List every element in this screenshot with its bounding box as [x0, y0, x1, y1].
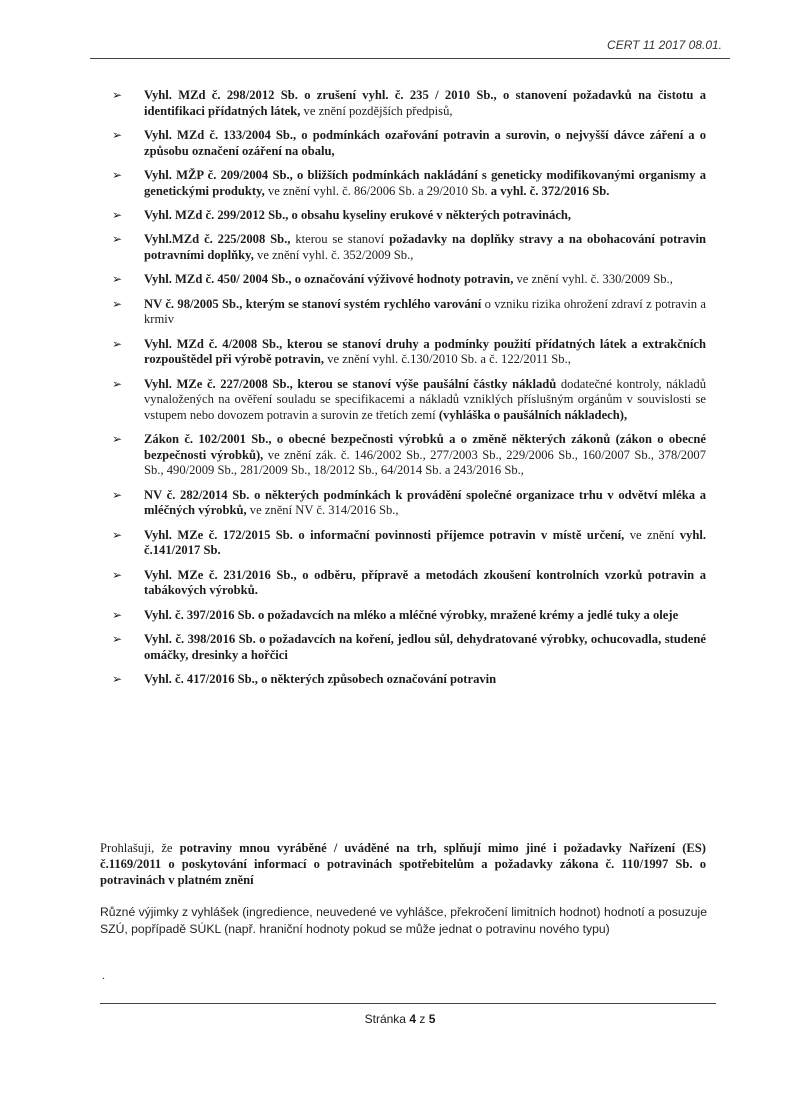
regulation-item	[112, 568, 706, 599]
text-segment: ve znění NV č. 314/2016 Sb.,	[246, 503, 399, 518]
text-segment: ve znění	[624, 527, 680, 542]
bold-text-segment: Vyhl. MZd č. 298/2012 Sb. o zrušení vyhl. č. 235 / 2010 Sb., o stanovení požadavků na čistotu a identifikaci přídatných látek,	[144, 88, 706, 118]
arrow-bullet-icon: ➢	[112, 672, 123, 687]
bold-text-segment: Vyhl. MŽP č. 209/2004 Sb., o bližších podmínkách nakládání s geneticky modifikovanými organismy a genetickými produkty,	[144, 167, 706, 198]
arrow-bullet-icon: ➢	[112, 167, 123, 182]
regulation-item	[112, 337, 706, 368]
bold-text-segment: Vyhl. č. 417/2016 Sb., o některých způsobech označování potravin	[144, 672, 497, 687]
bold-text-segment: Vyhl.MZd č. 225/2008 Sb.,	[144, 232, 291, 247]
bold-text-segment: (vyhláška o paušálních nákladech),	[438, 407, 628, 422]
page-footer	[0, 1012, 800, 1026]
arrow-bullet-icon: ➢	[112, 88, 123, 102]
bold-text-segment: Vyhl. MZd č. 4/2008 Sb., kterou se stanoví druhy a podmínky použití přídatných látek a extrakčních rozpouštědel při výrobě potravin,	[144, 336, 706, 367]
page-separator: z	[416, 1012, 429, 1026]
arrow-bullet-icon: ➢	[112, 336, 123, 351]
bold-text-segment: NV č. 98/2005 Sb., kterým se stanoví systém rychlého varování	[144, 296, 482, 311]
bold-text-segment: Zákon č. 102/2001 Sb., o obecné bezpečnosti výrobků a o změně některých zákonů (zákon o obecné bezpečnosti výrobků),	[144, 432, 706, 462]
regulation-item	[112, 488, 706, 519]
bold-text-segment: Vyhl. MZe č. 227/2008 Sb., kterou se stanoví výše paušální částky nákladů	[144, 376, 557, 391]
text-segment: ve znění pozdějších předpisů,	[300, 103, 453, 118]
document-code: CERT 11 2017 08.01.	[607, 38, 722, 52]
bold-text-segment: Vyhl. č. 398/2016 Sb. o požadavcích na koření, jedlou sůl, dehydratované výrobky, ochucovadla, studené omáčky, dresinky a hořčici	[144, 632, 706, 662]
regulation-item	[112, 608, 706, 624]
declaration-paragraph	[100, 840, 706, 888]
text-segment: Prohlašuji, že	[100, 841, 180, 855]
regulation-item	[112, 632, 706, 663]
arrow-bullet-icon: ➢	[112, 632, 123, 647]
regulation-item	[112, 297, 706, 328]
text-segment: ve znění vyhl. č. 352/2009 Sb.,	[253, 247, 414, 262]
bold-text-segment: Vyhl. MZd č. 450/ 2004 Sb., o označování výživové hodnoty potravin,	[144, 272, 514, 287]
text-segment: ve znění vyhl. č.130/2010 Sb. a č. 122/2011 Sb.,	[324, 352, 571, 367]
regulation-item	[112, 272, 706, 288]
text-segment: dodatečné kontroly, nákladů vynaložených na ověření souladu se specifikacemi a nákladů vzniklých příslušným orgánům v souvislosti se vstupem nebo dovozem potravin a surovin ze třetích zemí	[144, 376, 706, 422]
text-segment: ve znění vyhl. č. 330/2009 Sb.,	[513, 272, 673, 287]
regulation-item	[112, 432, 706, 479]
regulation-item	[112, 88, 706, 119]
regulation-list	[112, 88, 706, 697]
regulation-item	[112, 208, 706, 224]
text-segment: ve znění zák. č. 146/2002 Sb., 277/2003 Sb., 229/2006 Sb., 160/2007 Sb., 378/2007 Sb., 490/2009 Sb., 281/2009 Sb., 18/2012 Sb., 64/2014 Sb. a 243/2016 Sb.,	[144, 447, 706, 478]
arrow-bullet-icon: ➢	[112, 127, 123, 142]
bold-text-segment: Vyhl. MZd č. 133/2004 Sb., o podmínkách ozařování potravin a surovin, o nejvyšší dávce záření a o způsobu označení ozáření na obalu,	[144, 127, 706, 158]
exceptions-note: Různé výjimky z vyhlášek (ingredience, neuvedené ve vyhlášce, překročení limitních hodnot) hodnotí a posuzuje SZÚ, popřípadě SÚKL (např. hraniční hodnoty pokud se může jednat o potravinu nového typu)	[100, 905, 707, 936]
bold-text-segment: a vyhl. č. 372/2016 Sb.	[490, 183, 610, 198]
bold-text-segment: požadavky na doplňky stravy a na obohacování potravin potravními doplňky,	[144, 232, 706, 262]
current-page-number: 4	[409, 1012, 417, 1026]
arrow-bullet-icon: ➢	[112, 272, 123, 287]
bold-text-segment: Vyhl. č. 397/2016 Sb. o požadavcích na mléko a mléčné výrobky, mražené krémy a jedlé tuky a oleje	[144, 607, 679, 622]
bold-text-segment: Vyhl. MZe č. 172/2015 Sb. o informační povinnosti příjemce potravin v místě určení,	[144, 527, 625, 542]
regulation-item	[112, 168, 706, 199]
footer-divider	[100, 1003, 716, 1004]
arrow-bullet-icon: ➢	[112, 207, 123, 222]
bold-text-segment: vyhl. č.141/2017 Sb.	[144, 527, 706, 558]
arrow-bullet-icon: ➢	[112, 232, 123, 247]
regulation-item	[112, 377, 706, 424]
stray-mark: .	[102, 968, 105, 982]
total-pages-number: 5	[428, 1012, 436, 1026]
regulation-item	[112, 128, 706, 159]
arrow-bullet-icon: ➢	[112, 527, 123, 542]
bold-text-segment: Vyhl. MZe č. 231/2016 Sb., o odběru, přípravě a metodách zkoušení kontrolních vzorků potravin a tabákových výrobků.	[144, 567, 706, 598]
bold-text-segment: NV č. 282/2014 Sb. o některých podmínkách k provádění společné organizace trhu v odvětví mléka a mléčných výrobků,	[144, 487, 706, 518]
arrow-bullet-icon: ➢	[112, 376, 123, 391]
bold-text-segment: potraviny mnou vyráběné / uváděné na trh, splňují mimo jiné i požadavky Nařízení (ES) č.1169/2011 o poskytování informací o potravinách spotřebitelům a požadavky zákona č. 110/1997 Sb. o potravinách v platném znění	[100, 841, 706, 887]
arrow-bullet-icon: ➢	[112, 567, 123, 582]
header-divider	[90, 58, 730, 59]
arrow-bullet-icon: ➢	[112, 487, 123, 502]
regulation-item	[112, 232, 706, 263]
arrow-bullet-icon: ➢	[112, 607, 123, 622]
regulation-item	[112, 528, 706, 559]
text-segment: kterou se stanoví	[290, 232, 390, 247]
arrow-bullet-icon: ➢	[112, 296, 123, 311]
bold-text-segment: Vyhl. MZd č. 299/2012 Sb., o obsahu kyseliny erukové v některých potravinách,	[144, 207, 572, 222]
text-segment: o vzniku rizika ohrožení zdraví z potravin a krmiv	[144, 296, 706, 327]
arrow-bullet-icon: ➢	[112, 432, 123, 447]
page-label: Stránka	[364, 1012, 410, 1026]
text-segment: ve znění vyhl. č. 86/2006 Sb. a 29/2010 Sb.	[264, 183, 491, 198]
regulation-item	[112, 672, 706, 688]
